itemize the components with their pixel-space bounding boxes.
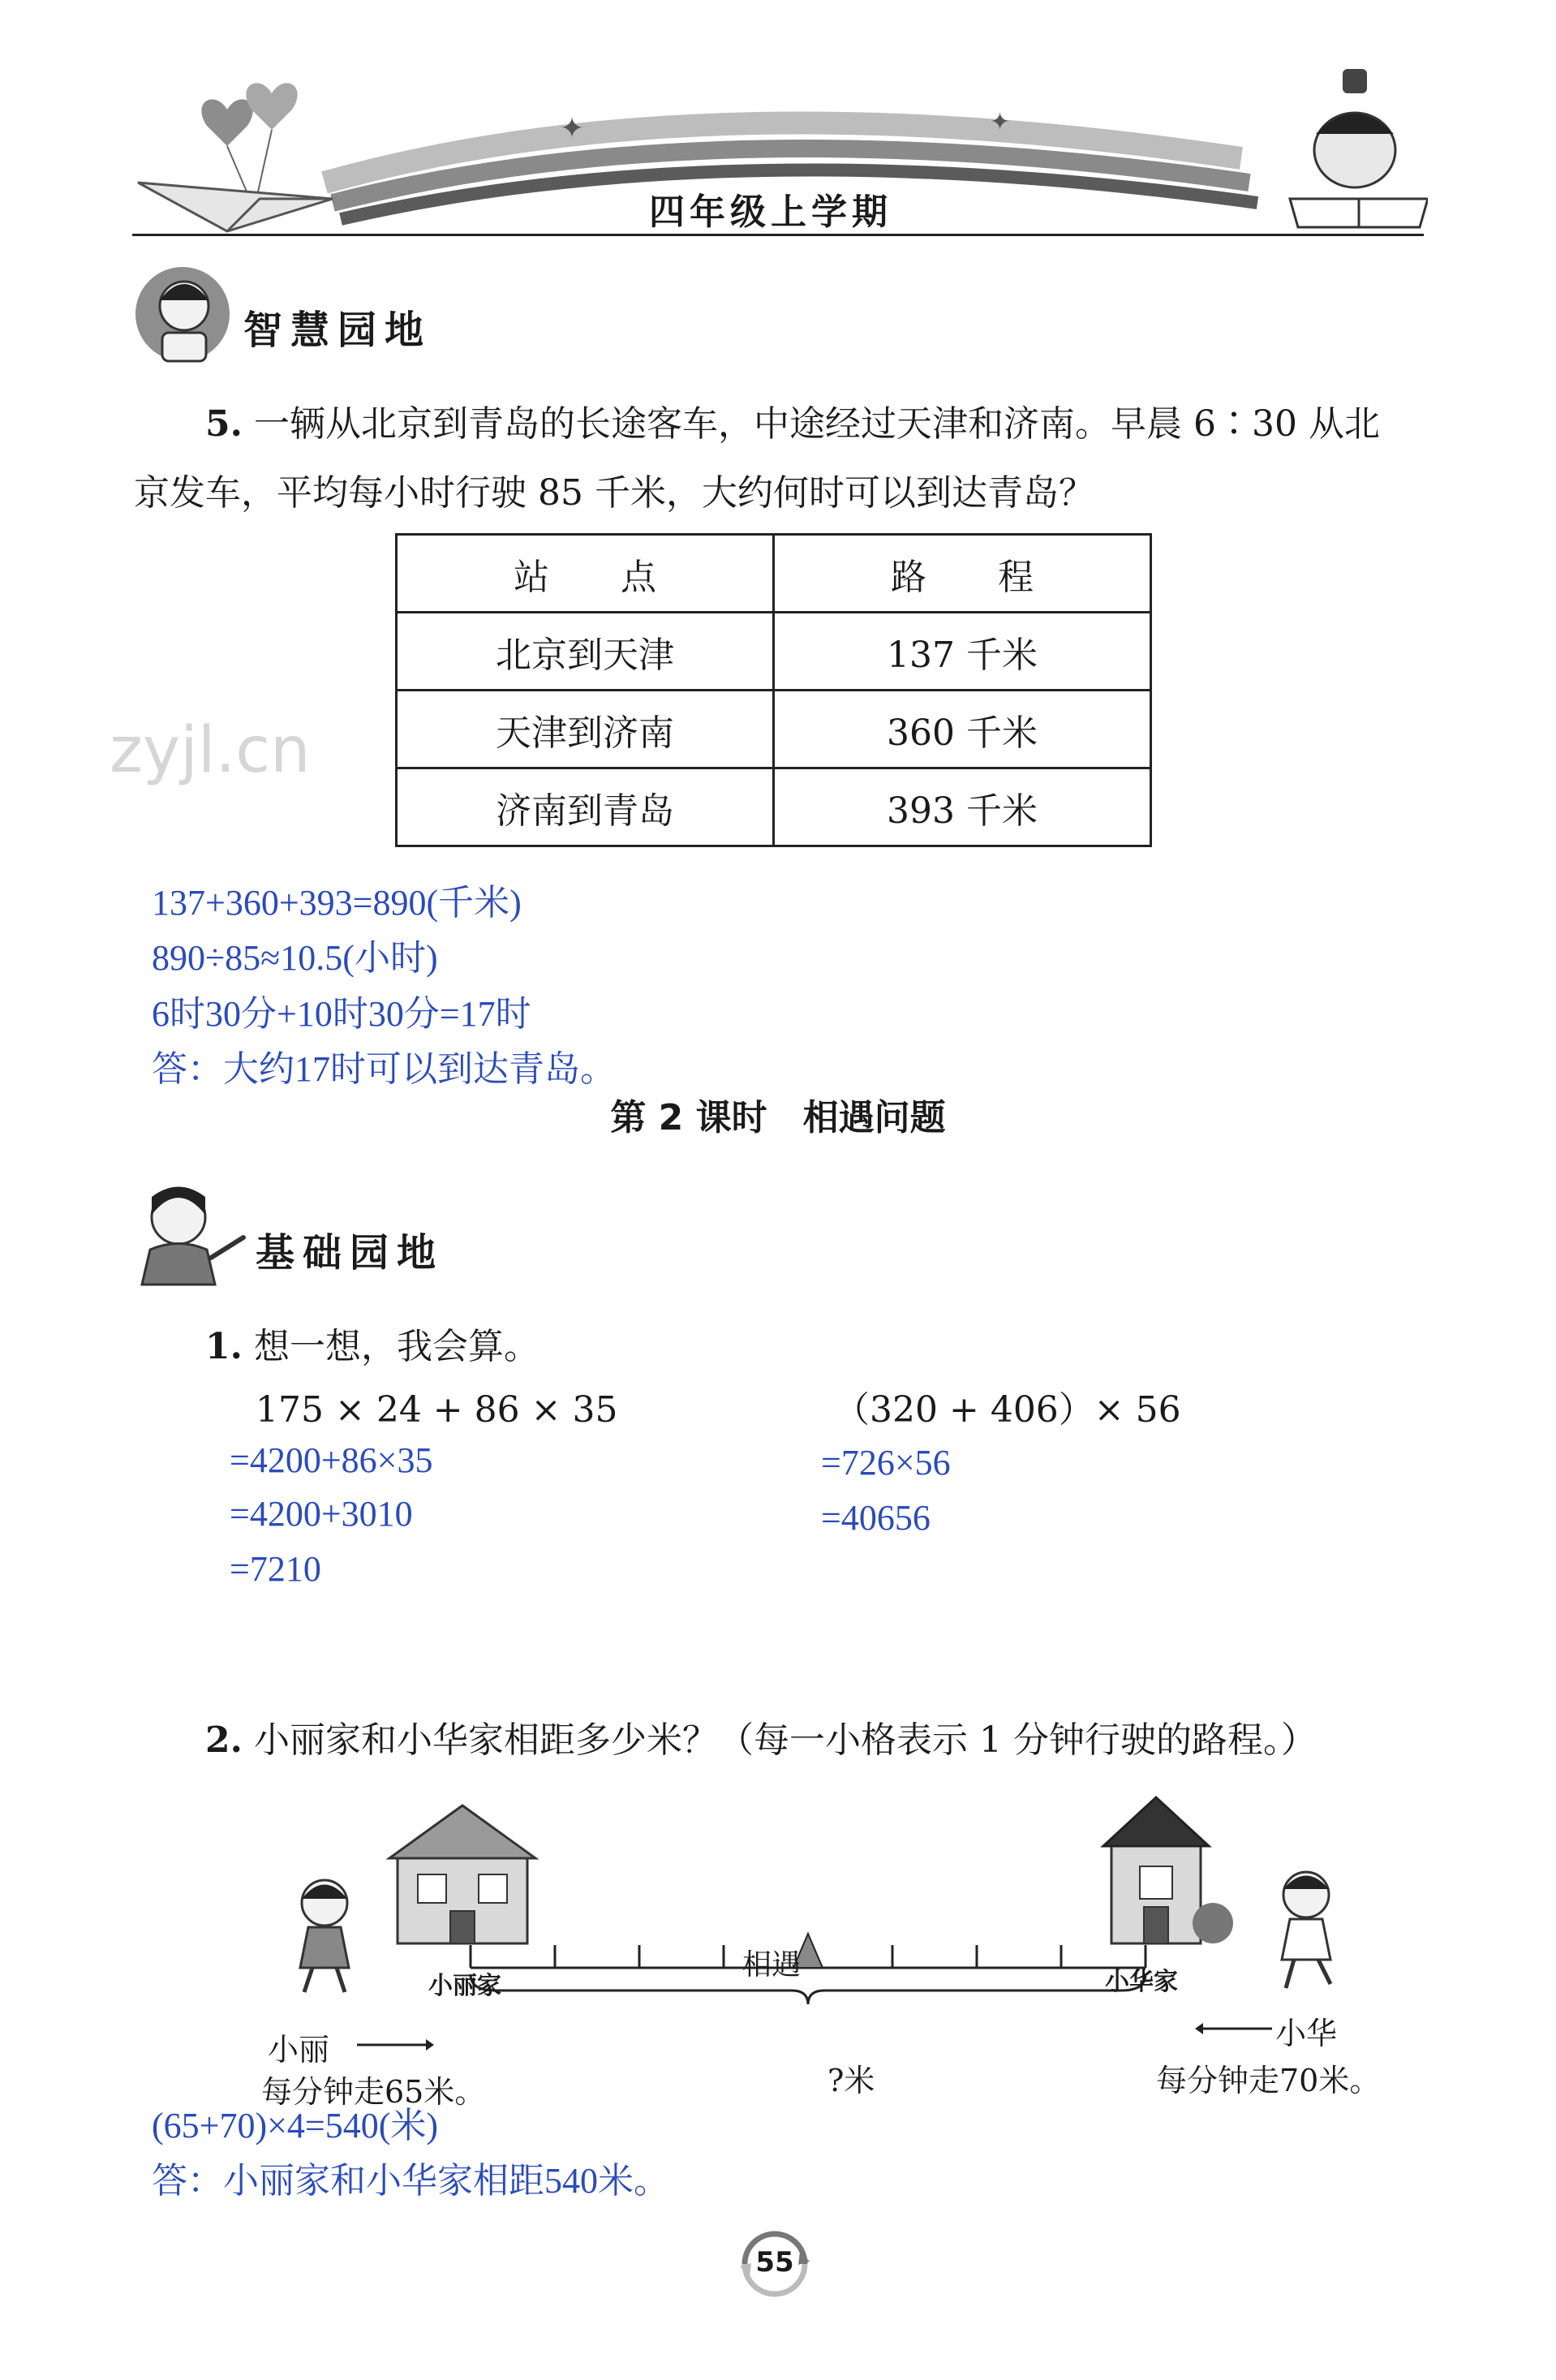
problem1-number: 1. (205, 1326, 243, 1367)
watermark: zyjl.cn (110, 714, 311, 787)
xiaoli-speed: 每分钟走65米。 (261, 2074, 486, 2110)
xiaohua-figure-icon (1282, 1872, 1330, 1988)
table-cell: 天津到济南 (397, 691, 774, 768)
problem5-line2: 京发车，平均每小时行驶 85 千米，大约何时可以到达青岛？ (134, 472, 1094, 514)
table-header-station: 站 点 (397, 535, 774, 613)
section-title-wisdom: 智慧园地 (243, 308, 432, 353)
answer5-line4: 答：大约17时可以到达青岛。 (152, 1049, 616, 1089)
problem1-left-step: =4200+3010 (230, 1494, 413, 1534)
section-icon-teacher (134, 1181, 247, 1286)
right-arrow-icon (1195, 2021, 1272, 2040)
problem5-number: 5. (205, 403, 243, 445)
xiaohua-speed: 每分钟走70米。 (1156, 2063, 1381, 2098)
problem1-right-step: =726×56 (821, 1443, 951, 1483)
table-header-row (397, 535, 1151, 613)
grade-label: 四年级上学期 (649, 192, 892, 233)
total-distance-label: ?米 (827, 2063, 875, 2098)
header-rule (132, 234, 1424, 236)
table-cell: 393 千米 (774, 768, 1151, 846)
problem1-left-expression: 175 × 24 + 86 × 35 (256, 1389, 618, 1431)
table-cell: 济南到青岛 (397, 768, 774, 846)
xiaoli-figure-icon (300, 1880, 349, 1992)
table-row (397, 691, 1151, 768)
left-house-icon (389, 1805, 535, 1943)
left-house-label: 小丽家 (428, 1972, 501, 2000)
problem5-line1: 一辆从北京到青岛的长途客车，中途经过天津和济南。早晨 6∶30 从北 (254, 403, 1380, 445)
page-number: 55 (755, 2246, 794, 2279)
left-arrow-icon (357, 2037, 434, 2056)
answer2-line1: (65+70)×4=540(米) (152, 2106, 439, 2145)
problem2-number: 2. (205, 1719, 243, 1761)
problem1-left-step: =4200+86×35 (230, 1440, 433, 1480)
distance-brace (471, 1974, 1146, 2004)
xiaohua-name: 小华 (1275, 2016, 1338, 2051)
table-row (397, 768, 1151, 846)
svg-text:✦: ✦ (560, 112, 585, 145)
table-header-distance: 路 程 (774, 535, 1151, 613)
meet-label: 相遇 (742, 1948, 802, 1982)
answer5-line3: 6时30分+10时30分=17时 (152, 994, 531, 1034)
table-row (397, 613, 1151, 691)
svg-text:✦: ✦ (990, 108, 1011, 136)
route-table (395, 533, 1152, 847)
problem1-right-step: =40656 (821, 1498, 931, 1538)
problem1-text: 想一想，我会算。 (254, 1326, 539, 1367)
table-cell: 北京到天津 (397, 613, 774, 691)
section-title-basics: 基础园地 (256, 1230, 445, 1276)
right-house-label: 小华家 (1105, 1968, 1178, 1996)
lesson-title: 第 2 课时 相遇问题 (610, 1097, 946, 1138)
right-house-icon (1103, 1797, 1233, 1943)
xiaoli-name: 小丽 (268, 2032, 330, 2068)
answer5-line2: 890÷85≈10.5(小时) (152, 938, 438, 978)
answer2-line2: 答：小丽家和小华家相距540米。 (152, 2161, 669, 2201)
answer5-line1: 137+360+393=890(千米) (152, 883, 522, 923)
problem2-text: 小丽家和小华家相距多少米？（每一小格表示 1 分钟行驶的路程。） (254, 1719, 1317, 1761)
table-cell: 360 千米 (774, 691, 1151, 768)
problem1-left-step: =7210 (230, 1549, 321, 1589)
problem1-right-expression: （320 + 406）× 56 (834, 1389, 1181, 1431)
section-icon-thinking-kid (134, 264, 231, 365)
table-cell: 137 千米 (774, 613, 1151, 691)
